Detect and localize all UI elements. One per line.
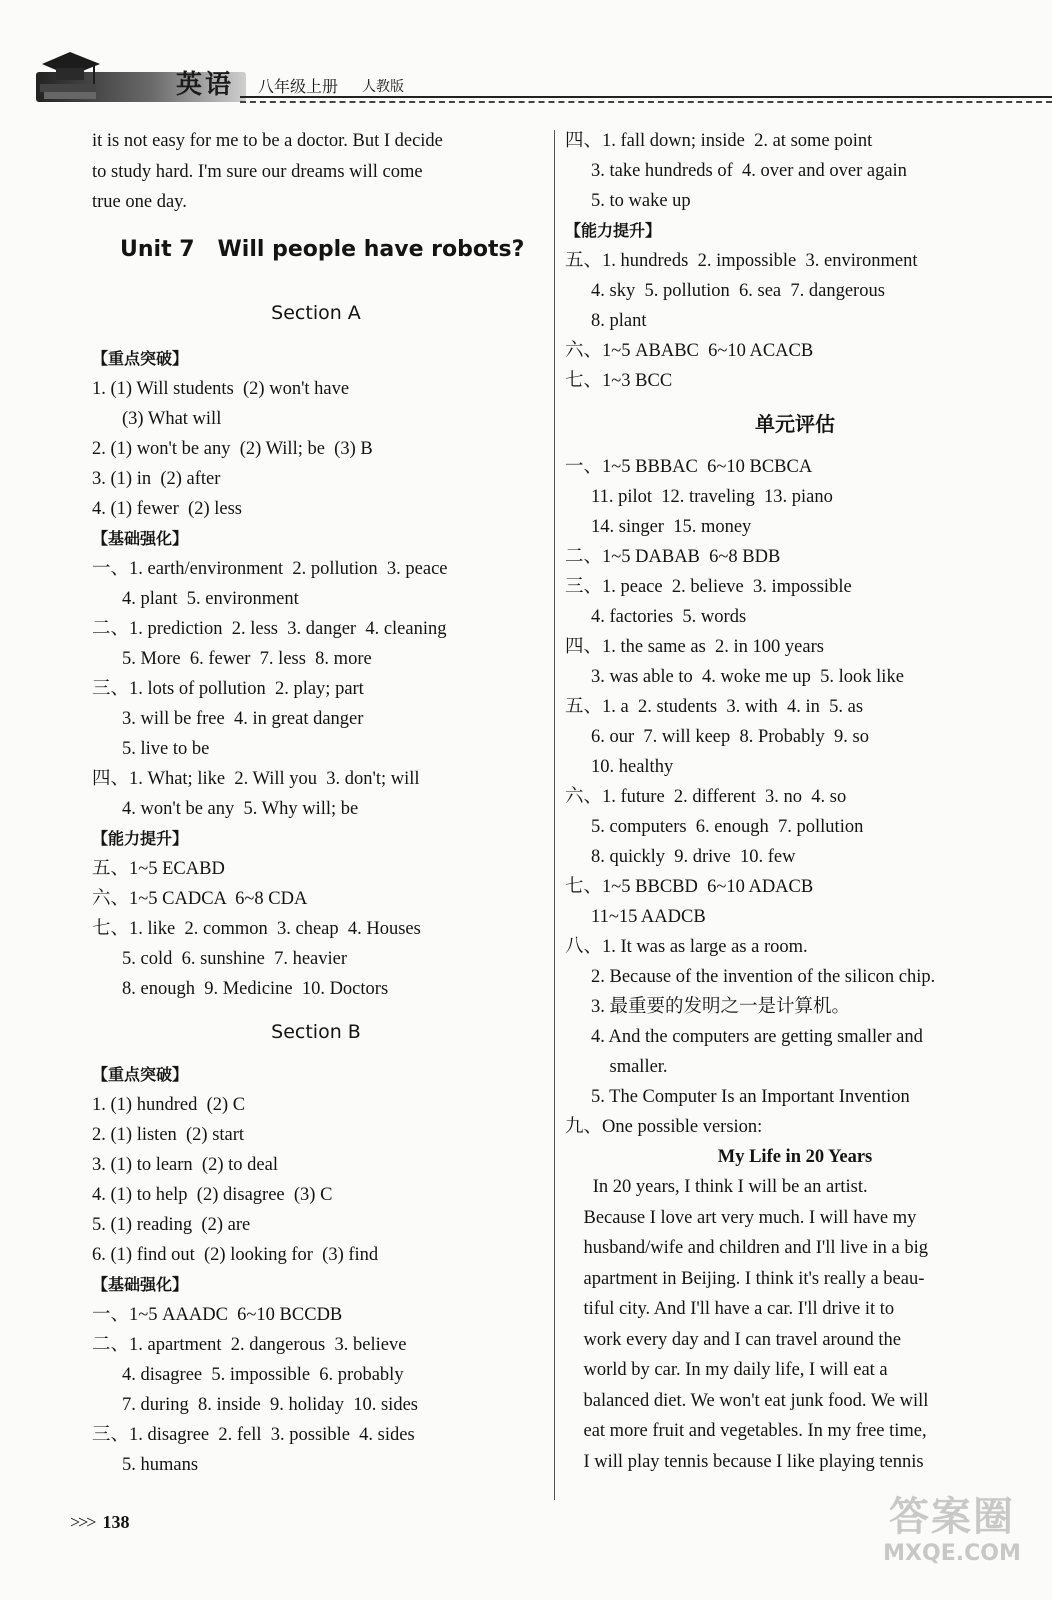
answer-line: 6. (1) find out (2) looking for (3) find (92, 1244, 379, 1265)
header-grade: 八年级上册 (258, 77, 339, 96)
answer-line: 3. (1) to learn (2) to deal (92, 1154, 278, 1175)
footer-arrows: >>> (70, 1512, 95, 1532)
answer-line: 2. (1) won't be any (2) Will; be (3) B (92, 438, 373, 459)
answer-line: 三、1. disagree 2. fell 3. possible 4. sides (92, 1424, 415, 1445)
essay-line: work every day and I can travel around the (565, 1329, 901, 1350)
answer-line: 四、1. fall down; inside 2. at some point (565, 131, 873, 151)
answer-line: 四、1. What; like 2. Will you 3. don't; will (92, 768, 420, 789)
answer-line: 五、1. hundreds 2. impossible 3. environment (565, 251, 918, 271)
unit-title: Unit 7 Will people have robots? (120, 236, 525, 262)
subsection-heading: 【基础强化】 (92, 1274, 189, 1294)
answer-line: 4. (1) to help (2) disagree (3) C (92, 1184, 333, 1205)
answer-line: 6. our 7. will keep 8. Probably 9. so (591, 727, 869, 747)
answer-line: 11~15 AADCB (591, 907, 706, 927)
answer-line: 一、1~5 BBBAC 6~10 BCBCA (565, 457, 813, 477)
watermark-en: MXQE.COM (883, 1541, 1021, 1566)
answer-line: 3. 最重要的发明之一是计算机。 (591, 997, 851, 1017)
answer-line: 5. computers 6. enough 7. pollution (591, 817, 864, 837)
page-number: 138 (102, 1512, 130, 1532)
answer-line: 4. won't be any 5. Why will; be (122, 798, 359, 819)
essay-line: world by car. In my daily life, I will eat a (565, 1360, 888, 1380)
answer-line: 四、1. the same as 2. in 100 years (565, 637, 824, 657)
section-heading: Section A (271, 301, 361, 324)
assessment-heading: 单元评估 (755, 412, 835, 436)
answer-line: 11. pilot 12. traveling 13. piano (591, 487, 833, 507)
column-divider (554, 130, 555, 1500)
answer-line: 1. (1) hundred (2) C (92, 1094, 246, 1115)
header-dashed-rule (240, 101, 1052, 103)
header-rule (240, 96, 1052, 98)
subsection-heading: 【能力提升】 (565, 221, 662, 240)
paragraph-line: true one day. (92, 192, 187, 212)
essay-line: In 20 years, I think I will be an artist. (565, 1177, 868, 1197)
watermark-logo (868, 1494, 1036, 1584)
subsection-heading: 【基础强化】 (92, 528, 189, 548)
answer-line: 5. to wake up (591, 191, 691, 211)
answer-line: 3. (1) in (2) after (92, 468, 221, 489)
header-edition: 人教版 (362, 79, 404, 95)
answer-line: 3. was able to 4. woke me up 5. look like (591, 667, 904, 687)
answer-line: 7. during 8. inside 9. holiday 10. sides (122, 1394, 418, 1415)
right-column (565, 126, 1025, 1477)
answer-line: 4. plant 5. environment (122, 588, 299, 609)
answer-line: 2. (1) listen (2) start (92, 1124, 245, 1145)
essay-line: I will play tennis because I like playing tennis (565, 1451, 924, 1472)
answer-line: 4. sky 5. pollution 6. sea 7. dangerous (591, 281, 885, 301)
answer-line: 10. healthy (591, 757, 674, 777)
answer-line: 5. humans (122, 1454, 199, 1475)
answer-line: 4. And the computers are getting smaller and (591, 1027, 923, 1047)
answer-line: 14. singer 15. money (591, 517, 752, 537)
answer-line: (3) What will (122, 408, 222, 429)
answer-line: 五、1. a 2. students 3. with 4. in 5. as (565, 697, 864, 717)
answer-line: 八、1. It was as large as a room. (565, 937, 808, 957)
answer-line: smaller. (591, 1057, 668, 1077)
answer-line: 三、1. peace 2. believe 3. impossible (565, 577, 852, 597)
subsection-heading: 【重点突破】 (92, 1064, 189, 1084)
answer-line: 七、1~3 BCC (565, 371, 673, 391)
answer-line: 六、1. future 2. different 3. no 4. so (565, 787, 847, 807)
answer-line: 六、1~5 ABABC 6~10 ACACB (565, 341, 814, 361)
page-footer (70, 1512, 129, 1533)
answer-line: 九、One possible version: (565, 1117, 763, 1137)
essay-title: My Life in 20 Years (717, 1147, 873, 1167)
answer-line: 4. (1) fewer (2) less (92, 498, 242, 519)
answer-line: 8. quickly 9. drive 10. few (591, 847, 796, 867)
answer-line: 二、1. prediction 2. less 3. danger 4. cleaning (92, 618, 447, 639)
answer-line: 一、1. earth/environment 2. pollution 3. peace (92, 558, 448, 579)
section-heading: Section B (271, 1020, 361, 1043)
essay-line: balanced diet. We won't eat junk food. We will (565, 1390, 929, 1411)
watermark-cn: 答案圈 (889, 1494, 1015, 1540)
answer-line: 4. factories 5. words (591, 607, 747, 627)
answer-line: 5. live to be (122, 738, 210, 759)
answer-line: 4. disagree 5. impossible 6. probably (122, 1364, 404, 1385)
answer-line: 5. cold 6. sunshine 7. heavier (122, 948, 348, 969)
paragraph-line: it is not easy for me to be a doctor. But I decide (92, 131, 443, 151)
answer-line: 二、1. apartment 2. dangerous 3. believe (92, 1334, 407, 1355)
subsection-heading: 【能力提升】 (92, 828, 189, 848)
answer-line: 8. plant (591, 311, 647, 331)
page-header (0, 0, 1052, 112)
answer-line: 一、1~5 AAADC 6~10 BCCDB (92, 1304, 343, 1325)
answer-line: 8. enough 9. Medicine 10. Doctors (122, 978, 389, 999)
answer-line: 2. Because of the invention of the silicon chip. (591, 967, 936, 987)
answer-line: 5. The Computer Is an Important Invention (591, 1087, 910, 1107)
essay-line: apartment in Beijing. I think it's really a beau- (565, 1268, 925, 1289)
answer-line: 七、1. like 2. common 3. cheap 4. Houses (92, 918, 421, 939)
answer-line: 三、1. lots of pollution 2. play; part (92, 678, 364, 699)
left-column (92, 126, 540, 1480)
graduation-cap-icon (34, 44, 104, 102)
subsection-heading: 【重点突破】 (92, 348, 189, 368)
header-subject: 英语 (176, 70, 235, 100)
answer-line: 3. take hundreds of 4. over and over again (591, 161, 907, 181)
essay-line: eat more fruit and vegetables. In my free time, (565, 1421, 927, 1441)
answer-line: 1. (1) Will students (2) won't have (92, 378, 350, 399)
paragraph-line: to study hard. I'm sure our dreams will come (92, 161, 423, 182)
essay-line: Because I love art very much. I will have my (565, 1207, 917, 1228)
answer-line: 五、1~5 ECABD (92, 858, 225, 879)
answer-line: 5. More 6. fewer 7. less 8. more (122, 648, 372, 669)
essay-line: husband/wife and children and I'll live in a big (565, 1238, 928, 1258)
essay-line: tiful city. And I'll have a car. I'll drive it to (565, 1299, 895, 1319)
answer-line: 3. will be free 4. in great danger (122, 708, 364, 729)
answer-line: 5. (1) reading (2) are (92, 1214, 251, 1235)
answer-line: 六、1~5 CADCA 6~8 CDA (92, 888, 308, 909)
answer-line: 二、1~5 DABAB 6~8 BDB (565, 547, 781, 567)
answer-line: 七、1~5 BBCBD 6~10 ADACB (565, 877, 814, 897)
